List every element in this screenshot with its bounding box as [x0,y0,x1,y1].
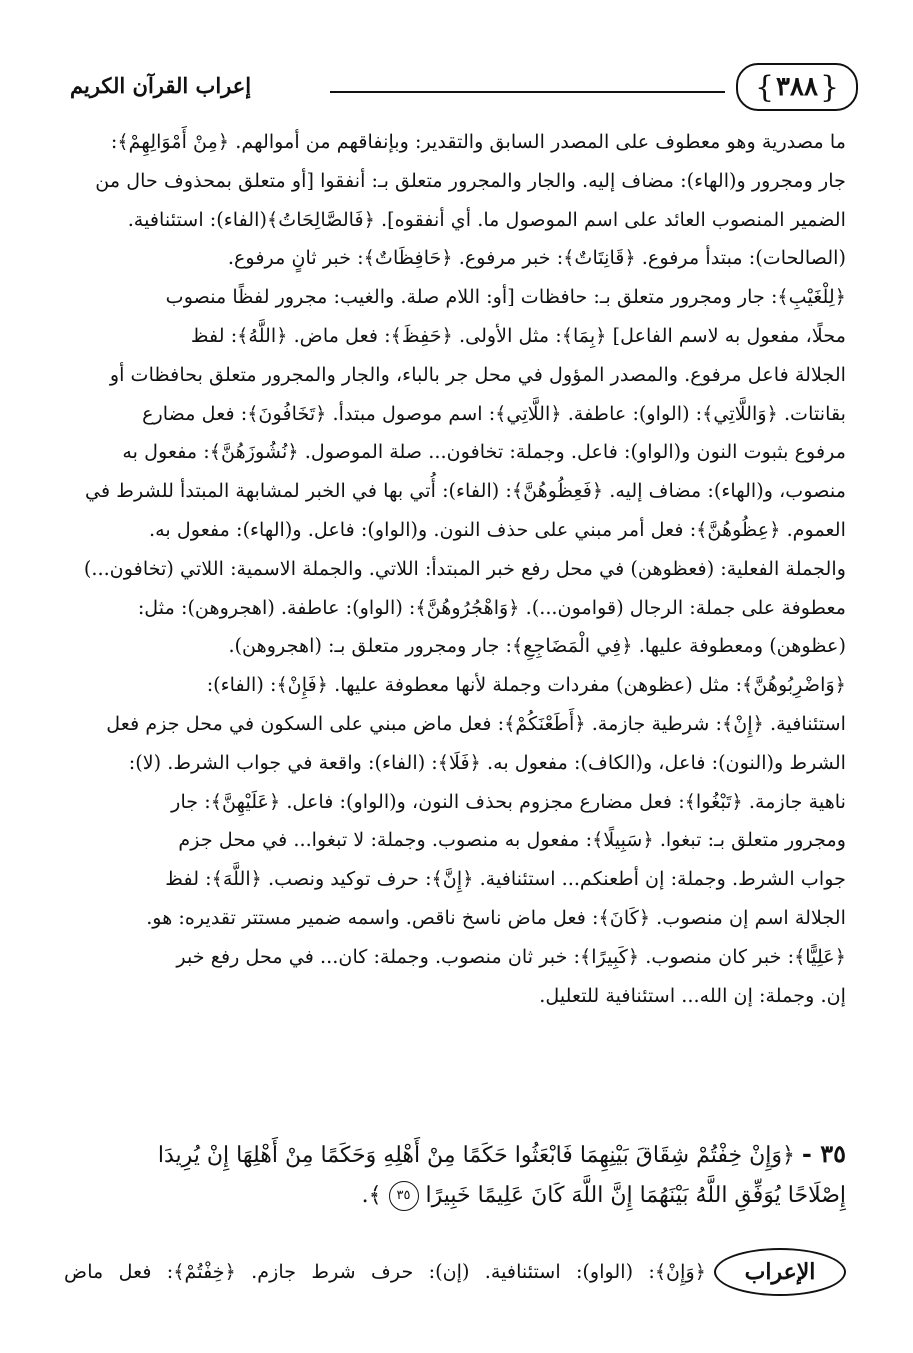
page-header [60,55,860,115]
body-line: ﴿وَاضْرِبُوهُنَّ﴾: مثل (عظوهن) مفردات وجملة لأنها معطوفة عليها. ﴿فَإِنْ﴾: (الفاء): [206,673,846,697]
body-line: مرفوع بثبوت النون و(الواو): فاعل. وجملة: تخافون... صلة الموصول. ﴿نُشُوزَهُنَّ﴾: مفعول به [122,440,846,464]
body-line: منصوب، و(الهاء): مضاف إليه. ﴿فَعِظُوهُنَّ﴾: (الفاء): أُتي بها في الخبر لمشابهة المبتدأ للشرط في [85,479,846,503]
verse-line-1: ٣٥ - ﴿وَإِنْ خِفْتُمْ شِقَاقَ بَيْنِهِمَا فَابْعَثُوا حَكَمًا مِنْ أَهْلِهِ وَحَكَمًا مِنْ أَهْلِهَا إِنْ يُرِيدَا [157,1139,846,1168]
body-line: ناهية جازمة. ﴿تَبْغُوا﴾: فعل مضارع مجزوم بحذف النون، و(الواو): فاعل. ﴿عَلَيْهِنَّ﴾: جار [171,789,846,813]
body-text [64,123,846,1015]
body-line: الجلالة فاعل مرفوع. والمصدر المؤول في محل جر بالباء، والجار والمجرور متعلق بحافظات أو [109,362,846,386]
page-number: ٣٨٨ [776,72,818,102]
body-line: الشرط و(النون): فاعل، و(الكاف): مفعول به. ﴿فَلَا﴾: (الفاء): واقعة في جواب الشرط. (لا): [128,750,846,774]
book-title: إعراب القرآن الكريم [70,73,252,98]
body-line: الضمير المنصوب العائد على اسم الموصول ما. أي أنفقوه]. ﴿فَالصَّالِحَاتُ﴾(الفاء): استئنافية. [127,207,846,231]
verse-number: ٣٥ - [801,1139,846,1168]
body-line: بقانتات. ﴿وَاللَّاتِي﴾: (الواو): عاطفة. ﴿اللَّاتِي﴾: اسم موصول مبتدأ. ﴿تَخَافُونَ﴾: فعل مضارع [142,401,846,425]
body-line: (عظوهن) ومعطوفة عليها. ﴿فِي الْمَضَاجِعِ﴾: جار ومجرور متعلق بـ: (اهجروهن). [228,634,846,658]
body-line: العموم. ﴿عِظُوهُنَّ﴾: فعل أمر مبني على حذف النون. و(الواو): فاعل. و(الهاء): مفعول به. [149,517,846,541]
verse-block [64,1133,846,1217]
verse-line-2: إِصْلَاحًا يُوَفِّقِ اللَّهُ بَيْنَهُمَا إِنَّ اللَّهَ كَانَ عَلِيمًا خَبِيرًا ٣٥ ﴾. [64,1175,846,1217]
body-line: جواب الشرط. وجملة: إن أطعنكم... استئنافية. ﴿إِنَّ﴾: حرف توكيد ونصب. ﴿اللَّهَ﴾: لفظ [165,867,846,891]
irab-row [64,1240,846,1300]
body-line: جار ومجرور و(الهاء): مضاف إليه. والجار والمجرور متعلق بـ: أنفقوا [أو متعلق بمحذوف حال من [95,168,846,192]
body-line: ﴿لِلْغَيْبِ﴾: جار ومجرور متعلق بـ: حافظات [أو: اللام صلة. والغيب: مجرور لفظًا منصوب [165,285,846,309]
irab-label-badge: الإعراب [714,1248,846,1296]
body-line: ومجرور متعلق بـ: تبغوا. ﴿سَبِيلًا﴾: مفعول به منصوب. وجملة: لا تبغوا... في محل جزم [178,828,846,852]
body-line: الجلالة اسم إن منصوب. ﴿كَانَ﴾: فعل ماض ناسخ ناقص. واسمه ضمير مستتر تقديره: هو. [146,905,846,929]
body-line: معطوفة على جملة: الرجال (قوامون...). ﴿وَاهْجُرُوهُنَّ﴾: (الواو): عاطفة. (اهجروهن): مثل: [137,595,846,619]
irab-text: ﴿وَإِنْ﴾: (الواو): استئنافية. (إن): حرف شرط جازم. ﴿خِفْتُمْ﴾: فعل ماض [64,1260,706,1283]
body-line: محلًا، مفعول به لاسم الفاعل] ﴿بِمَا﴾: مثل الأولى. ﴿حَفِظَ﴾: فعل ماض. ﴿اللَّهُ﴾: لفظ [190,323,846,347]
body-line: استئنافية. ﴿إِنْ﴾: شرطية جازمة. ﴿أَطَعْنَكُمْ﴾: فعل ماض مبني على السكون في محل جزم فعل [106,711,846,735]
ayah-number-marker: ٣٥ [389,1181,419,1211]
page-number-badge: { ٣٨٨ } [736,63,858,111]
body-line: والجملة الفعلية: (فعظوهن) في محل رفع خبر المبتدأ: اللاتي. والجملة الاسمية: اللاتي (تخافون...) [83,556,846,580]
header-rule [330,91,725,93]
body-line: ﴿عَلِيًّا﴾: خبر كان منصوب. ﴿كَبِيرًا﴾: خبر ثان منصوب. وجملة: كان... في محل رفع خبر [176,944,846,968]
body-line: إن. وجملة: إن الله... استئنافية للتعليل. [539,983,846,1007]
body-line: ما مصدرية وهو معطوف على المصدر السابق والتقدير: وبإنفاقهم من أموالهم. ﴿مِنْ أَمْوَالِهِمْ﴾: [110,130,846,153]
body-line: (الصالحات): مبتدأ مرفوع. ﴿قَانِتَاتٌ﴾: خبر مرفوع. ﴿حَافِظَاتٌ﴾: خبر ثانٍ مرفوع. [227,246,846,270]
